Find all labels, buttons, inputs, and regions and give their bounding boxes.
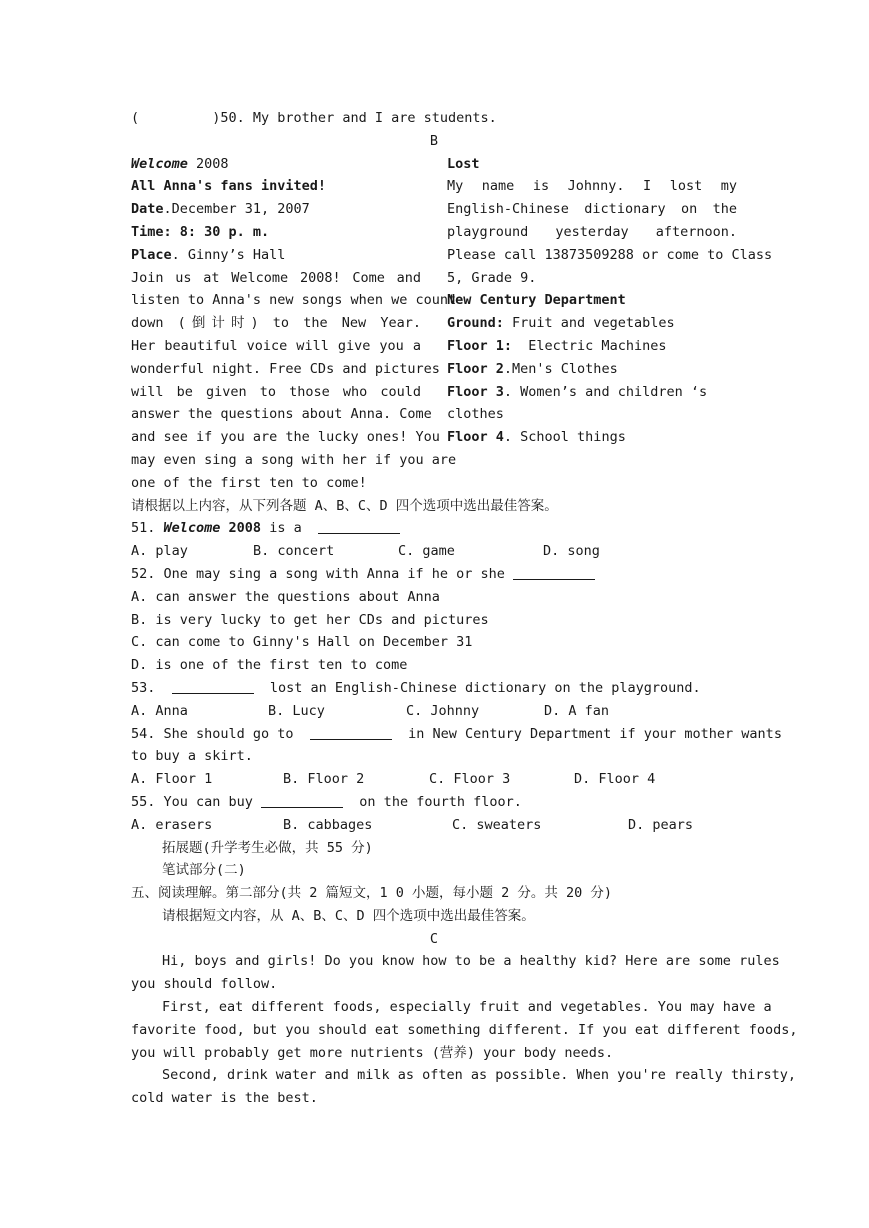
option-c[interactable]: C. Floor 3 [429, 771, 511, 788]
ad-body-line: answer the questions about Anna. Come [131, 406, 432, 423]
ad-body-line: listen to Anna's new songs when we count [131, 292, 457, 309]
two-column-ads [131, 153, 773, 472]
question-55: 55. You can buy on the fourth floor. [131, 793, 522, 810]
ad-body-line: down (倒计时) to the New Year. [131, 315, 421, 332]
lost-body-line: 5, Grade 9. [447, 269, 537, 286]
written-part-title: 笔试部分(二) [162, 862, 246, 879]
question-54: 54. She should go to in New Century Department if your mother wants [131, 725, 782, 742]
section-b-heading: B [429, 132, 439, 149]
passage-line: Second, drink water and milk as often as possible. When you're really thirsty, [162, 1067, 796, 1084]
instruction-1: 请根据以上内容，从下列各题 A、B、C、D 四个选项中选出最佳答案。 [131, 497, 558, 514]
ad-body-line: may even sing a song with her if you are [131, 451, 457, 468]
option-d[interactable]: D. Floor 4 [574, 771, 656, 788]
section-5-heading: 五、阅读理解。第二部分(共 2 篇短文，1 0 小题，每小题 2 分。共 20 分) [131, 885, 613, 902]
option-b[interactable]: B. cabbages [283, 816, 373, 833]
passage-line: you should follow. [131, 976, 278, 993]
ad-body-line: Her beautiful voice will give you a [131, 337, 421, 354]
fans-invited: All Anna's fans invited! [131, 178, 327, 195]
floor-1: Floor 1: Electric Machines [447, 337, 667, 354]
passage-line: Hi, boys and girls! Do you know how to be a healthy kid? Here are some rules [162, 953, 780, 970]
question-50: ( )50. My brother and I are students. [131, 110, 497, 126]
ad-body-line: Join us at Welcome 2008! Come and [131, 269, 421, 286]
q54-options [131, 768, 737, 791]
q55-options [131, 814, 737, 837]
instruction-2: 请根据短文内容，从 A、B、C、D 四个选项中选出最佳答案。 [162, 907, 535, 924]
floor-4: Floor 4. School things [447, 429, 626, 446]
passage-line: you will probably get more nutrients (营养) your body needs. [131, 1044, 614, 1061]
option-a[interactable]: A. erasers [131, 816, 213, 833]
q53-options [131, 700, 737, 723]
question-54-cont: to buy a skirt. [131, 748, 253, 765]
time-line: Time: 8: 30 p. m. [131, 223, 270, 240]
passage-line: favorite food, but you should eat something different. If you eat different foods, [131, 1021, 798, 1038]
option-d[interactable]: D. A fan [544, 702, 610, 719]
lost-body-line: English-Chinese dictionary on the [447, 201, 737, 218]
welcome-title: Welcome 2008 [131, 155, 229, 172]
floor-3: Floor 3. Women’s and children ‘s [447, 383, 708, 400]
lost-title: Lost [447, 155, 480, 172]
lost-body-line: My name is Johnny. I lost my [447, 178, 737, 195]
q51-options [131, 540, 737, 563]
answer-blank[interactable] [261, 793, 343, 808]
lost-body-line: Please call 13873509288 or come to Class [447, 246, 773, 263]
right-column [447, 153, 773, 472]
passage-line: First, eat different foods, especially fruit and vegetables. You may have a [162, 999, 772, 1016]
option-c[interactable]: C. game [398, 543, 455, 560]
option-b[interactable]: B. is very lucky to get her CDs and pictures [131, 611, 489, 628]
option-a[interactable]: A. play [131, 543, 188, 560]
exam-page [131, 107, 798, 1110]
floor-3-cont: clothes [447, 406, 504, 423]
option-d[interactable]: D. pears [628, 816, 694, 833]
ad-last-line: one of the first ten to come! [131, 474, 367, 491]
answer-blank[interactable] [513, 565, 595, 580]
option-c[interactable]: C. sweaters [452, 816, 542, 833]
floor-2: Floor 2.Men's Clothes [447, 360, 618, 377]
ad-body-line: will be given to those who could [131, 383, 421, 400]
option-c[interactable]: C. Johnny [406, 702, 480, 719]
passage-line: cold water is the best. [131, 1090, 318, 1107]
extension-title: 拓展题(升学考生必做，共 55 分) [162, 839, 373, 856]
section-c-heading: C [429, 930, 439, 947]
answer-blank[interactable] [318, 519, 400, 534]
option-b[interactable]: B. concert [253, 543, 335, 560]
option-a[interactable]: A. Floor 1 [131, 771, 213, 788]
option-c[interactable]: C. can come to Ginny's Hall on December 31 [131, 634, 473, 651]
date-line: Date.December 31, 2007 [131, 201, 310, 218]
department-title: New Century Department [447, 292, 626, 309]
place-line: Place. Ginny’s Hall [131, 246, 286, 263]
question-52: 52. One may sing a song with Anna if he or she [131, 563, 737, 586]
option-a[interactable]: A. Anna [131, 702, 188, 719]
lost-body-line: playground yesterday afternoon. [447, 223, 737, 240]
question-51: 51. Welcome 2008 is a [131, 517, 737, 540]
option-d[interactable]: D. song [543, 543, 600, 560]
ad-body-line: and see if you are the lucky ones! You [131, 429, 440, 446]
welcome-ad [131, 153, 457, 472]
option-b[interactable]: B. Lucy [268, 702, 325, 719]
option-b[interactable]: B. Floor 2 [283, 771, 365, 788]
option-a[interactable]: A. can answer the questions about Anna [131, 588, 440, 605]
question-53: 53. lost an English-Chinese dictionary on the playground. [131, 679, 701, 696]
ad-body-line: wonderful night. Free CDs and pictures [131, 360, 440, 377]
option-d[interactable]: D. is one of the first ten to come [131, 657, 408, 674]
floor-ground: Ground: Fruit and vegetables [447, 315, 675, 332]
answer-blank[interactable] [310, 725, 392, 740]
answer-blank[interactable] [172, 679, 254, 694]
